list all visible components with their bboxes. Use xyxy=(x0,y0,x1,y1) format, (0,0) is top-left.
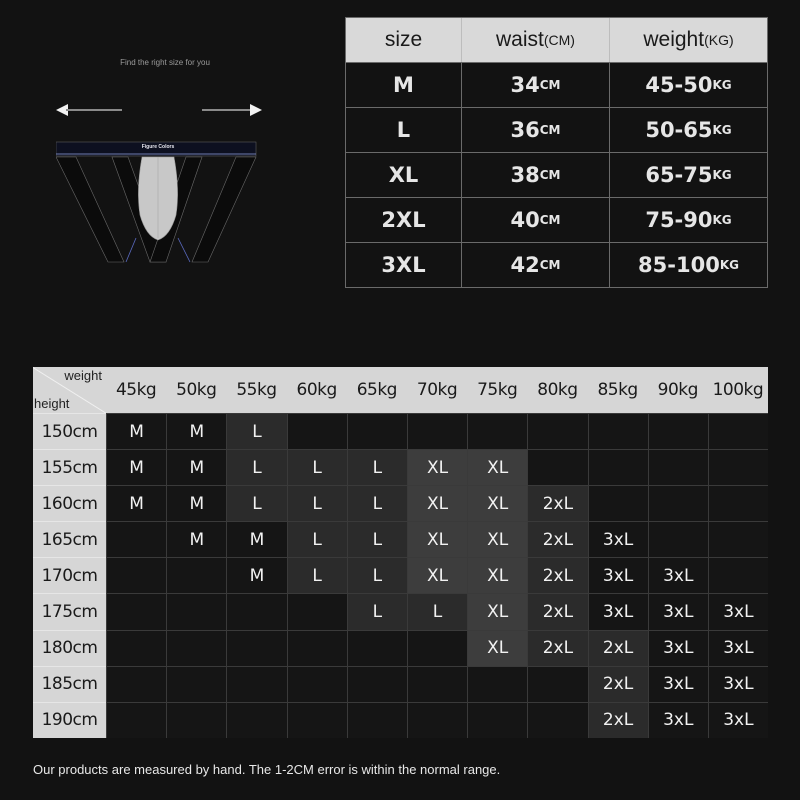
waist-header-label: waist xyxy=(496,28,544,51)
size-value: XL xyxy=(388,163,419,187)
size-cell xyxy=(407,413,467,449)
weight-header-unit: (KG) xyxy=(704,32,734,48)
size-cell xyxy=(708,449,768,485)
size-cell: 2xL xyxy=(527,485,587,521)
size-cell xyxy=(527,413,587,449)
size-cell: 2xL xyxy=(527,521,587,557)
waist-unit: CM xyxy=(539,168,561,182)
waist-value xyxy=(461,108,609,152)
size-cell: 3xL xyxy=(588,593,648,629)
size-cell: XL xyxy=(467,449,527,485)
size-header: size xyxy=(384,28,423,51)
size-cell xyxy=(226,666,286,702)
size-cell xyxy=(527,666,587,702)
size-cell xyxy=(467,413,527,449)
size-row xyxy=(346,107,767,152)
size-cell: L xyxy=(287,485,347,521)
size-cell: XL xyxy=(407,485,467,521)
size-cell xyxy=(106,521,166,557)
size-cell xyxy=(166,702,226,738)
size-row xyxy=(346,152,767,197)
size-cell: XL xyxy=(407,557,467,593)
size-cell xyxy=(708,485,768,521)
size-cell: L xyxy=(347,593,407,629)
weight-range: 65-75 xyxy=(645,163,713,187)
arrow-left-icon xyxy=(56,104,122,116)
size-cell: 2xL xyxy=(588,666,648,702)
size-cell: XL xyxy=(467,593,527,629)
height-row-header: 155cm xyxy=(33,449,106,485)
measurement-disclaimer: Our products are measured by hand. The 1-2CM error is within the normal range. xyxy=(33,762,501,777)
size-cell: M xyxy=(106,449,166,485)
size-cell xyxy=(708,557,768,593)
weight-unit: KG xyxy=(712,168,732,182)
size-cell: 3xL xyxy=(648,666,708,702)
size-cell: XL xyxy=(407,521,467,557)
weight-header xyxy=(609,18,767,62)
size-cell xyxy=(467,702,527,738)
weight-unit: KG xyxy=(719,258,739,272)
waist-unit: CM xyxy=(539,78,561,92)
size-cell xyxy=(708,521,768,557)
waist-number: 34 xyxy=(510,73,540,97)
size-cell: M xyxy=(166,413,226,449)
waist-number: 36 xyxy=(510,118,540,142)
size-cell: L xyxy=(347,521,407,557)
size-cell: L xyxy=(347,485,407,521)
size-value: L xyxy=(396,118,411,142)
size-cell: XL xyxy=(407,449,467,485)
height-row-header: 160cm xyxy=(33,485,106,521)
size-cell: 2xL xyxy=(588,630,648,666)
size-tagline: Find the right size for you xyxy=(120,58,210,67)
size-cell xyxy=(407,666,467,702)
size-cell xyxy=(467,666,527,702)
size-cell xyxy=(166,666,226,702)
size-cell: 2xL xyxy=(527,593,587,629)
weight-value xyxy=(609,63,767,107)
size-cell xyxy=(588,413,648,449)
weight-column-header: 75kg xyxy=(467,367,527,413)
height-weight-size-grid xyxy=(33,367,768,738)
corner-weight-label: weight xyxy=(64,368,102,383)
weight-column-header: 45kg xyxy=(106,367,166,413)
size-cell: M xyxy=(226,557,286,593)
height-row-header: 180cm xyxy=(33,630,106,666)
size-cell: 2xL xyxy=(527,557,587,593)
jockstrap-illustration-icon xyxy=(56,140,260,270)
size-cell: 2xL xyxy=(527,630,587,666)
weight-range: 50-65 xyxy=(645,118,713,142)
size-row xyxy=(346,197,767,242)
size-value: 2XL xyxy=(381,208,426,232)
jockstrap-product-image xyxy=(56,140,260,270)
weight-range: 85-100 xyxy=(638,253,720,277)
size-cell: 3xL xyxy=(708,593,768,629)
waist-unit: CM xyxy=(539,258,561,272)
grid-corner-header xyxy=(33,367,106,413)
size-cell xyxy=(166,630,226,666)
waist-value xyxy=(461,153,609,197)
size-cell xyxy=(347,666,407,702)
weight-range: 45-50 xyxy=(645,73,713,97)
weight-header-label: weight xyxy=(643,28,705,51)
size-cell xyxy=(106,702,166,738)
size-cell xyxy=(287,593,347,629)
size-cell: 3xL xyxy=(648,630,708,666)
waist-header-unit: (CM) xyxy=(543,32,575,48)
waist-number: 38 xyxy=(510,163,540,187)
size-cell: M xyxy=(166,521,226,557)
height-row-header: 185cm xyxy=(33,666,106,702)
height-row-header: 170cm xyxy=(33,557,106,593)
size-cell: L xyxy=(226,413,286,449)
size-cell xyxy=(226,630,286,666)
height-row-header: 150cm xyxy=(33,413,106,449)
waist-number: 40 xyxy=(510,208,540,232)
size-cell xyxy=(166,557,226,593)
size-cell xyxy=(226,593,286,629)
weight-column-header: 65kg xyxy=(347,367,407,413)
size-cell: L xyxy=(226,449,286,485)
size-cell: 3xL xyxy=(708,666,768,702)
waist-value xyxy=(461,63,609,107)
weight-range: 75-90 xyxy=(645,208,713,232)
size-cell xyxy=(527,702,587,738)
brand-label: Figure Colors xyxy=(141,144,175,150)
size-cell: XL xyxy=(467,557,527,593)
corner-height-label: height xyxy=(34,396,70,411)
size-cell: XL xyxy=(467,630,527,666)
weight-column-header: 55kg xyxy=(226,367,286,413)
weight-unit: KG xyxy=(712,78,732,92)
size-cell: L xyxy=(287,521,347,557)
size-cell: 3xL xyxy=(648,557,708,593)
size-cell xyxy=(287,702,347,738)
size-cell xyxy=(588,449,648,485)
size-cell: 3xL xyxy=(588,521,648,557)
weight-unit: KG xyxy=(712,123,732,137)
size-cell xyxy=(287,630,347,666)
weight-value xyxy=(609,198,767,242)
weight-column-header: 85kg xyxy=(588,367,648,413)
size-cell: L xyxy=(347,557,407,593)
size-cell xyxy=(648,521,708,557)
weight-column-header: 80kg xyxy=(527,367,587,413)
size-cell xyxy=(347,630,407,666)
weight-value xyxy=(609,243,767,287)
size-cell xyxy=(407,630,467,666)
arrow-right-icon xyxy=(202,104,262,116)
waist-value xyxy=(461,243,609,287)
size-cell: L xyxy=(347,449,407,485)
size-cell xyxy=(648,485,708,521)
size-cell xyxy=(106,666,166,702)
size-cell: L xyxy=(407,593,467,629)
size-cell xyxy=(588,485,648,521)
size-cell: M xyxy=(106,485,166,521)
size-cell xyxy=(166,593,226,629)
size-cell: L xyxy=(287,449,347,485)
size-cell xyxy=(347,413,407,449)
height-row-header: 165cm xyxy=(33,521,106,557)
size-table-header xyxy=(346,18,767,62)
weight-column-header: 90kg xyxy=(648,367,708,413)
size-cell: XL xyxy=(467,521,527,557)
size-table xyxy=(345,17,768,288)
size-cell: 2xL xyxy=(588,702,648,738)
size-cell: 3xL xyxy=(588,557,648,593)
size-cell: L xyxy=(287,557,347,593)
weight-column-header: 60kg xyxy=(287,367,347,413)
weight-unit: KG xyxy=(712,213,732,227)
size-cell: 3xL xyxy=(708,702,768,738)
size-cell: L xyxy=(226,485,286,521)
size-cell: M xyxy=(166,485,226,521)
size-cell xyxy=(106,630,166,666)
size-cell xyxy=(648,413,708,449)
weight-column-header: 50kg xyxy=(166,367,226,413)
size-row xyxy=(346,62,767,107)
waist-header xyxy=(461,18,609,62)
size-cell: M xyxy=(106,413,166,449)
size-cell: 3xL xyxy=(708,630,768,666)
height-row-header: 190cm xyxy=(33,702,106,738)
size-cell: 3xL xyxy=(648,593,708,629)
size-cell xyxy=(648,449,708,485)
size-cell: XL xyxy=(467,485,527,521)
size-cell xyxy=(287,413,347,449)
waist-unit: CM xyxy=(539,123,561,137)
waist-number: 42 xyxy=(510,253,540,277)
size-value: 3XL xyxy=(381,253,426,277)
size-cell xyxy=(287,666,347,702)
waist-value xyxy=(461,198,609,242)
size-cell xyxy=(106,557,166,593)
size-cell xyxy=(347,702,407,738)
weight-value xyxy=(609,153,767,197)
weight-column-header: 100kg xyxy=(708,367,768,413)
height-row-header: 175cm xyxy=(33,593,106,629)
size-cell xyxy=(708,413,768,449)
weight-value xyxy=(609,108,767,152)
size-cell xyxy=(106,593,166,629)
size-value: M xyxy=(393,73,414,97)
size-row xyxy=(346,242,767,287)
size-cell: M xyxy=(226,521,286,557)
size-cell xyxy=(527,449,587,485)
size-cell: 3xL xyxy=(648,702,708,738)
size-cell xyxy=(407,702,467,738)
weight-column-header: 70kg xyxy=(407,367,467,413)
size-cell xyxy=(226,702,286,738)
waist-unit: CM xyxy=(539,213,561,227)
size-cell: M xyxy=(166,449,226,485)
